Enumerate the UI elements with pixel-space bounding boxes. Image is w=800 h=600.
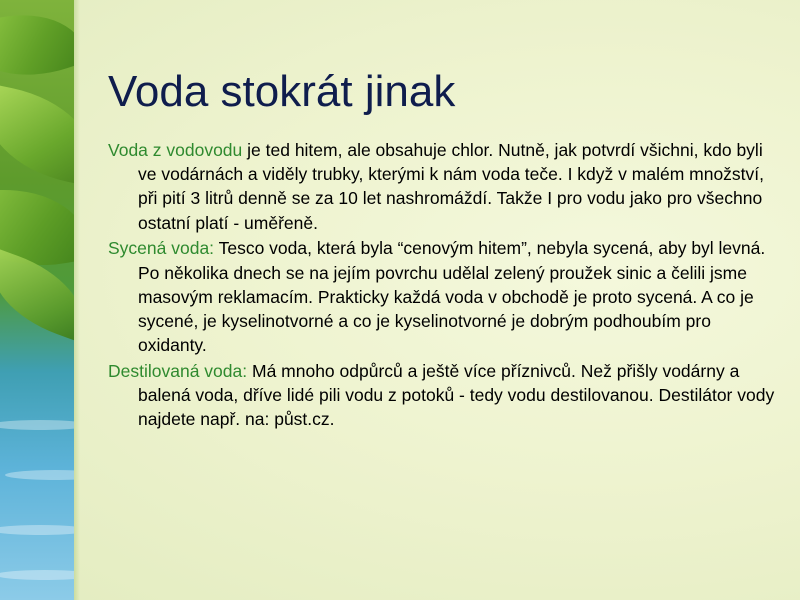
strip-edge-shadow <box>74 0 80 600</box>
paragraph-tap-water <box>108 138 778 235</box>
paragraph-lead: Sycená voda: <box>108 238 215 259</box>
leaf-shape <box>0 0 74 95</box>
decorative-leaves-water-strip <box>0 0 74 600</box>
water-ripple <box>5 470 74 480</box>
paragraph-lead: Destilovaná voda: <box>108 360 248 381</box>
paragraph-lead: Voda z vodovodu <box>108 140 243 160</box>
slide-title: Voda stokrát jinak <box>108 67 456 116</box>
slide-body <box>108 138 778 433</box>
paragraph-text: Má mnoho odpůrců a ještě více příznivců. Než přišly vodárny a balená voda, dříve lidé pili vodu z potoků - tedy vodu destilovanou. Destilátor vody najdete např. na: půst.cz. <box>138 360 775 430</box>
paragraph-text: Tesco voda, která byla “cenovým hitem”, nebyla sycená, aby byl levná. Po několika dnech se na jejím povrchu udělal zelený proužek sinic a čelili jsme masovým reklamacím. Prakticky každá voda v obchodě je proto sycená. A co je sycené, je kyselinotvorné a co je kyselinotvorné je dobrým podhoubím pro oxidanty. <box>138 238 766 356</box>
paragraph-sparkling-water <box>108 236 778 357</box>
water-ripple <box>0 570 74 580</box>
water-ripple <box>0 420 74 430</box>
paragraph-text: je ted hitem, ale obsahuje chlor. Nutně, jak potvrdí všichni, kdo byli ve vodárnách a viděly trubky, kterými k nám voda teče. I když v malém množství, při pití 3 litrů denně se za 10 let nashromáždí. Takže I pro vodu jako pro všechno ostatní platí - uměřeně. <box>138 140 765 233</box>
paragraph-distilled-water <box>108 359 778 432</box>
water-ripple <box>0 525 74 535</box>
leaf-shape <box>0 83 74 186</box>
